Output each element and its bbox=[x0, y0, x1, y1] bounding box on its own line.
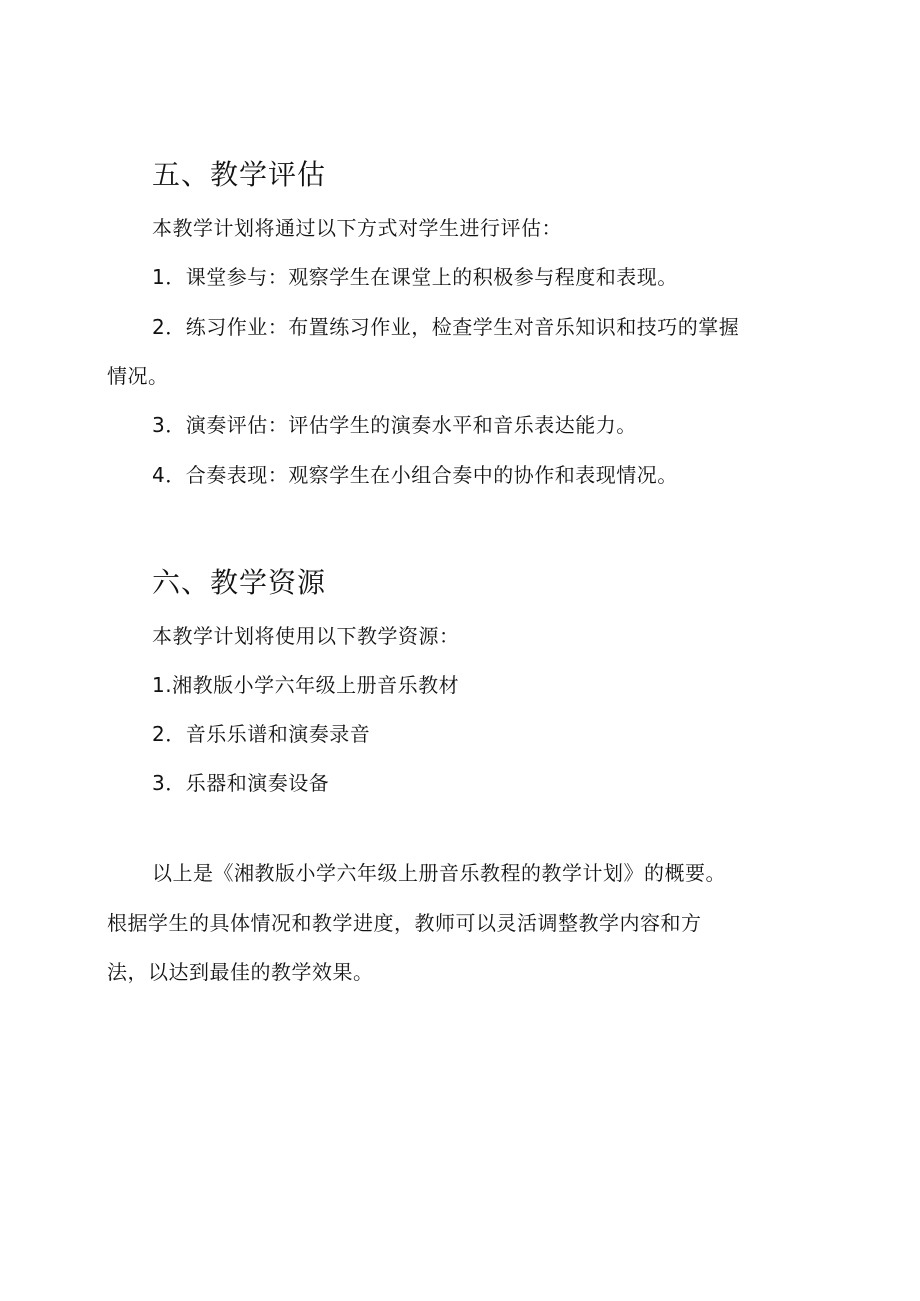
section-5-intro: 本教学计划将通过以下方式对学生进行评估： bbox=[152, 216, 562, 240]
section-6-heading: 六、教学资源 bbox=[152, 566, 327, 599]
section-5-item-1: 1．课堂参与：观察学生在课堂上的积极参与程度和表现。 bbox=[152, 265, 678, 289]
section-5-heading: 五、教学评估 bbox=[152, 158, 327, 191]
section-5-item-2-line-2: 情况。 bbox=[107, 364, 169, 388]
conclusion-line-2: 根据学生的具体情况和教学进度，教师可以灵活调整教学内容和方 bbox=[107, 911, 702, 935]
section-5-item-4: 4．合奏表现：观察学生在小组合奏中的协作和表现情况。 bbox=[152, 463, 678, 487]
conclusion-line-3: 法，以达到最佳的教学效果。 bbox=[107, 960, 374, 984]
section-6-item-2: 2．音乐乐谱和演奏录音 bbox=[152, 722, 371, 746]
section-6-item-1: 1.湘教版小学六年级上册音乐教材 bbox=[152, 673, 460, 697]
section-6-intro: 本教学计划将使用以下教学资源： bbox=[152, 624, 460, 648]
conclusion-line-1: 以上是《湘教版小学六年级上册音乐教程的教学计划》的概要。 bbox=[152, 861, 726, 885]
section-6-item-3: 3．乐器和演奏设备 bbox=[152, 771, 330, 795]
section-5-item-2-line-1: 2．练习作业：布置练习作业，检查学生对音乐知识和技巧的掌握 bbox=[152, 315, 740, 339]
section-5-item-3: 3．演奏评估：评估学生的演奏水平和音乐表达能力。 bbox=[152, 413, 637, 437]
